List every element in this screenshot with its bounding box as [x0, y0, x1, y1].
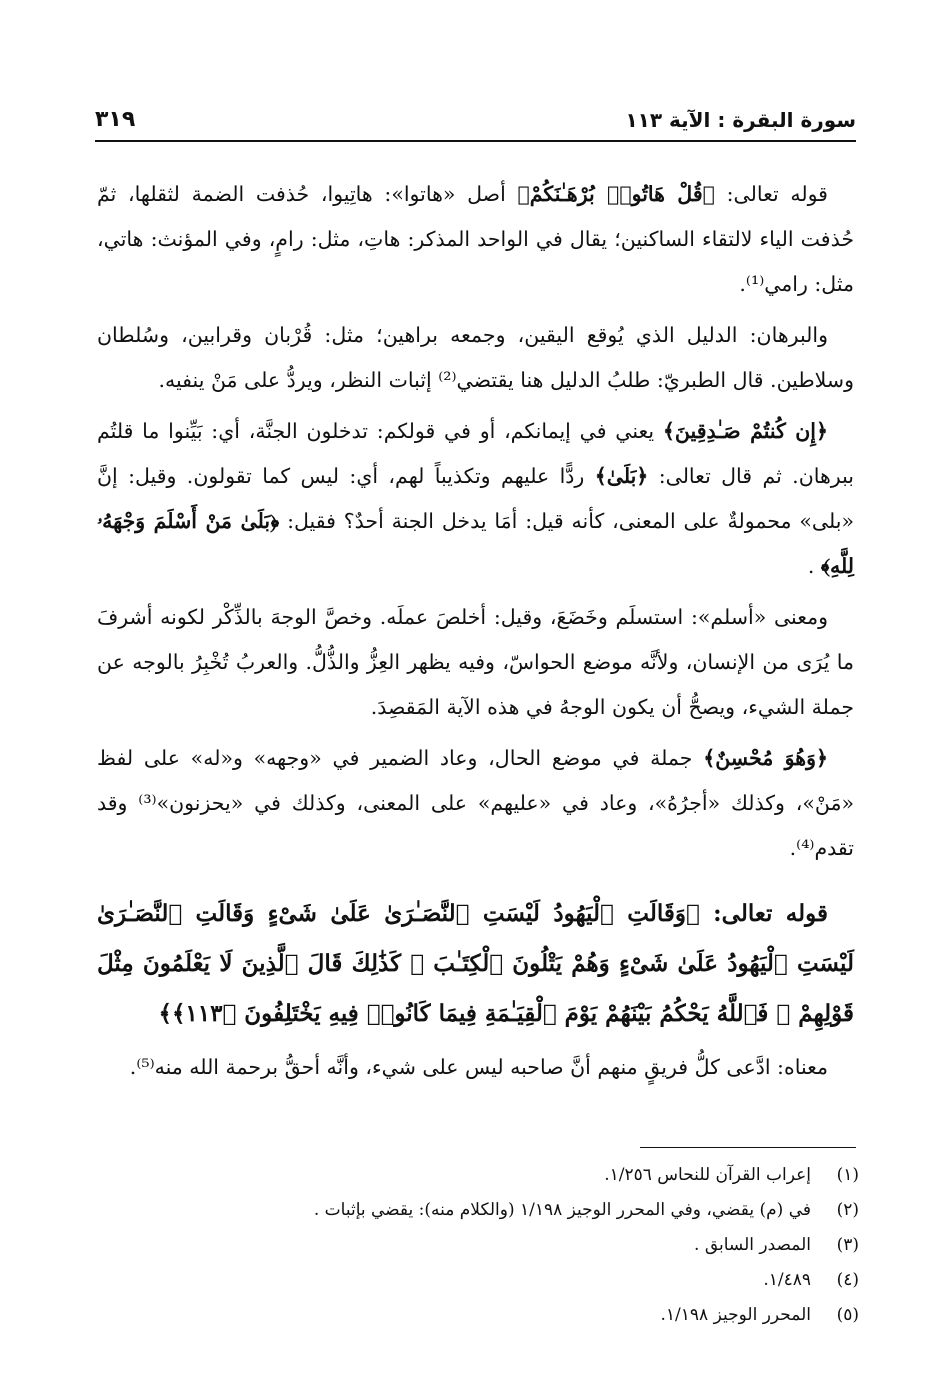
quran-quote: ﴿بَلَىٰ﴾ [594, 464, 649, 488]
verse-block [97, 889, 854, 1039]
paragraph-text: ردًّا عليهم وتكذيباً لهم، أي: ليس كما تقولون. وقيل: إنَّ «بلى» محمولةٌ على المعنى، كأنه قيل: أمَا يدخل الجنة أحدٌ؟ فقيل: [97, 464, 854, 533]
footnote-text: ١/٤٨٩. [763, 1270, 811, 1290]
paragraph-4 [97, 595, 854, 730]
main-text [97, 172, 854, 1096]
footnote-number: (٥) [836, 1305, 859, 1325]
quran-quote: ﴿وَهُوَ مُحْسِنٌ﴾ [703, 746, 828, 770]
footnote-rule [640, 1147, 856, 1148]
page-header [95, 96, 856, 132]
quran-quote: ﴿إِن كُنتُمْ صَـٰدِقِينَ﴾ [662, 419, 828, 443]
paragraph-text: ومعنى «أسلم»: استسلَم وخَضَعَ، وقيل: أخلصَ عملَه. وخصَّ الوجهَ بالذِّكْر لكونه أشرفَ ما يُرَى من الإنسان، ولأنَّه موضع الحواسّ، وفيه يظهر العِزُّ والذُّلُّ. والعربُ تُخْبِرُ بالوجه عن جملة الشيء، ويصحُّ أن يكون الوجهُ في هذه الآية المَقصِدَ. [97, 605, 854, 719]
quran-quote: ﴿قُلْ هَاتُوا۟ بُرْهَـٰنَكُمْ﴾ [517, 182, 715, 206]
paragraph-text: أصل «هاتوا»: هاتِيوا، حُذفت الضمة لثقلها، ثمّ حُذفت الياء لالتقاء الساكنين؛ يقال في الواحد المذكر: هاتِ، مثل: رامٍ، وفي المؤنث: هاتي، مثل: رامي⁽¹⁾. [97, 182, 854, 296]
quran-quote: ﴿بَلَىٰ مَنْ أَسْلَمَ وَجْهَهُۥ لِلَّهِ﴾ [97, 509, 854, 578]
footnote-number: (٣) [836, 1235, 859, 1255]
footnote-text: في (م) يقضي، وفي المحرر الوجيز ١/١٩٨ (والكلام منه): يقضي بإثبات . [313, 1200, 811, 1220]
header-rule [95, 140, 856, 142]
paragraph-text: جملة في موضع الحال، وعاد الضمير في «وجهه» و«له» على لفظ «مَنْ»، وكذلك «أجرُهُ»، وعاد في «عليهم» على المعنى، وكذلك في «يحزنون»⁽³⁾ وقد تقدم⁽⁴⁾. [97, 746, 854, 860]
footnote [97, 1298, 859, 1333]
paragraph-2 [97, 313, 854, 403]
footnote-text: المصدر السابق . [694, 1235, 811, 1255]
footnote [97, 1228, 859, 1263]
footnote-text: المحرر الوجيز ١/١٩٨. [660, 1305, 811, 1325]
footnote-number: (١) [836, 1165, 859, 1185]
verse-lead: قوله تعالى: [699, 900, 828, 927]
footnote [97, 1158, 859, 1193]
meaning-paragraph: معناه: ادَّعى كلُّ فريقٍ منهم أنَّ صاحبه ليس على شيء، وأنَّه أحقُّ برحمة الله منه⁽⁵⁾. [129, 1055, 828, 1079]
paragraph-text: والبرهان: الدليل الذي يُوقع اليقين، وجمعه براهين؛ مثل: قُرْبان وقرابين، وسُلطان وسلاطين. قال الطبريّ: طلبُ الدليل هنا يقتضي⁽²⁾ إثبات النظر، ويردُّ على مَنْ ينفيه. [97, 323, 854, 392]
footnote [97, 1193, 859, 1228]
footnotes [97, 1158, 859, 1333]
paragraph-text: يعني في إيمانكم، أو في قولكم: تدخلون الجنَّة، أي: بَيِّنوا ما قلتُم ببرهان. ثم قال تعالى: [97, 419, 855, 488]
paragraph-5 [97, 736, 854, 871]
footnote-number: (٤) [836, 1270, 859, 1290]
verse-text: ﴿وَقَالَتِ ٱلْيَهُودُ لَيْسَتِ ٱلنَّصَـٰرَىٰ عَلَىٰ شَىْءٍ وَقَالَتِ ٱلنَّصَـٰرَىٰ لَيْسَتِ ٱلْيَهُودُ عَلَىٰ شَىْءٍ وَهُمْ يَتْلُونَ ٱلْكِتَـٰبَ ۗ كَذَٰلِكَ قَالَ ٱلَّذِينَ لَا يَعْلَمُونَ مِثْلَ قَوْلِهِمْ ۚ فَٱللَّهُ يَحْكُمُ بَيْنَهُمْ يَوْمَ ٱلْقِيَـٰمَةِ فِيمَا كَانُوا۟ فِيهِ يَخْتَلِفُونَ ﴿١١٣﴾﴾ [97, 900, 854, 1027]
footnote [97, 1263, 859, 1298]
paragraph-text: قوله تعالى: [714, 182, 828, 206]
page-number: ٣١٩ [95, 107, 136, 132]
paragraph-3 [97, 409, 854, 589]
paragraph-1 [97, 172, 854, 307]
footnote-text: إعراب القرآن للنحاس ١/٢٥٦. [604, 1165, 811, 1185]
paragraph-text: . [807, 554, 821, 578]
footnote-number: (٢) [836, 1200, 859, 1220]
running-title: سورة البقرة : الآية ١١٣ [625, 108, 856, 132]
